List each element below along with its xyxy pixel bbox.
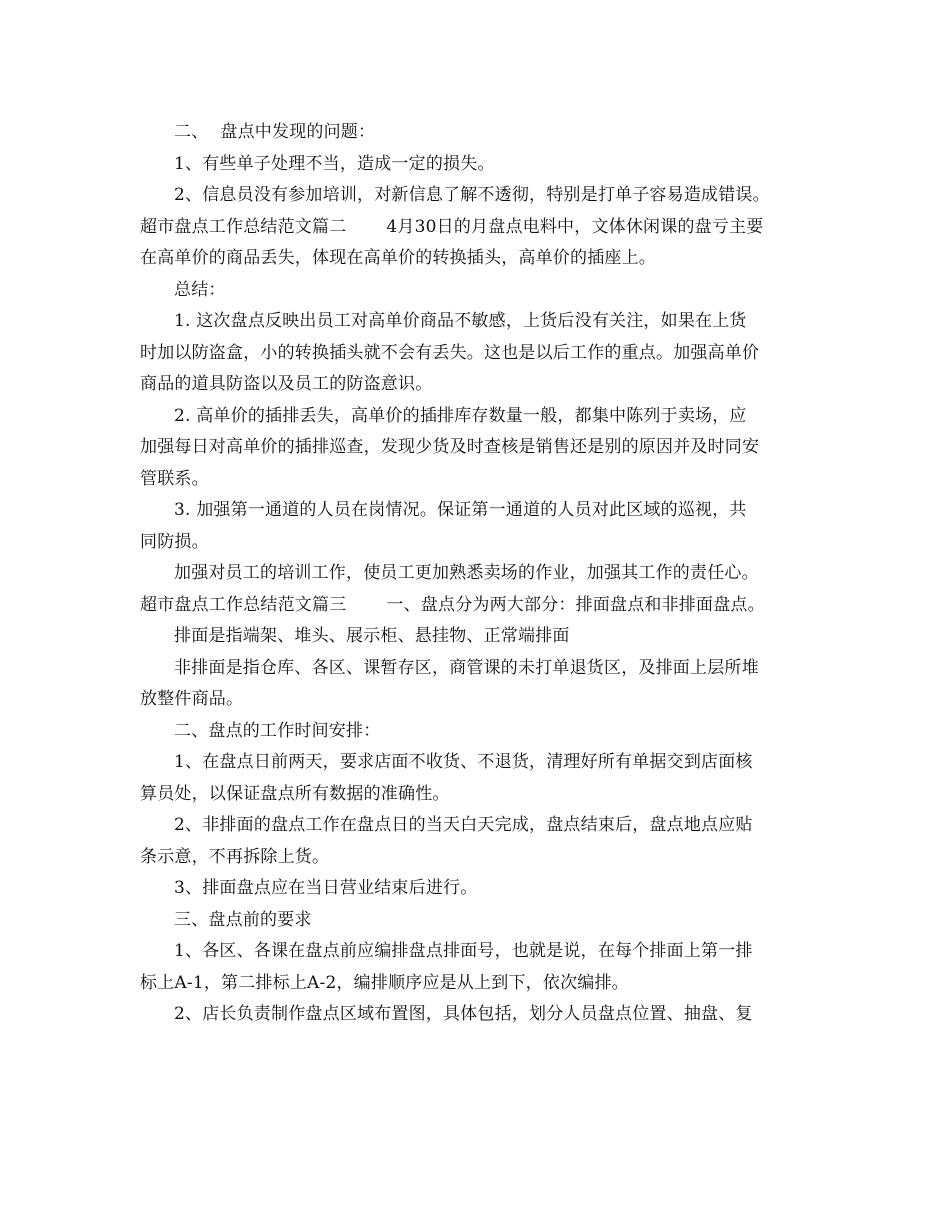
paragraph-line: 放整件商品。 <box>140 689 244 709</box>
section-number: 二、 <box>174 122 209 142</box>
paragraph-line: 1. 这次盘点反映出员工对高单价商品不敏感，上货后没有关注，如果在上货 <box>174 311 747 331</box>
paragraph-line: 3、排面盘点应在当日营业结束后进行。 <box>174 878 478 898</box>
section-heading: 三、盘点前的要求 <box>174 909 312 930</box>
article-heading-part-two <box>140 212 812 244</box>
paragraph-line: 2、非排面的盘点工作在盘点日的当天白天完成，盘点结束后，盘点地点应贴 <box>174 815 753 835</box>
paragraph-line: 排面是指端架、堆头、展示柜、悬挂物、正常端排面 <box>174 626 570 646</box>
paragraph-line: 1、有些单子处理不当，造成一定的损失。 <box>174 153 495 174</box>
section-heading-problems <box>140 117 812 149</box>
paragraph-line: 加强每日对高单价的插排巡查，发现少货及时查核是销售还是别的原因并及时同安 <box>140 437 760 457</box>
paragraph-line: 条示意，不再拆除上货。 <box>140 846 330 867</box>
article-title: 超市盘点工作总结范文篇二 <box>140 216 347 237</box>
paragraph-line: 商品的道具防盗以及员工的防盗意识。 <box>140 374 433 394</box>
paragraph-line: 2、店长负责制作盘点区域布置图，具体包括，划分人员盘点位置、抽盘、复 <box>174 1004 753 1024</box>
section-title: 盘点中发现的问题： <box>220 122 376 142</box>
document-page <box>140 117 812 1031</box>
paragraph-text: 4月30日的月盘点电料中，文体休闲课的盘亏主要 <box>386 216 764 237</box>
paragraph-line: 管联系。 <box>140 468 209 489</box>
paragraph-line: 3. 加强第一通道的人员在岗情况。保证第一通道的人员对此区域的巡视，共 <box>174 500 747 520</box>
paragraph-line: 非排面是指仓库、各区、课暂存区，商管课的未打单退货区，及排面上层所堆 <box>174 657 759 678</box>
paragraph-line: 标上A-1，第二排标上A-2，编排顺序应是从上到下，依次编排。 <box>140 972 629 993</box>
paragraph-line: 2、信息员没有参加培训，对新信息了解不透彻，特别是打单子容易造成错误。 <box>174 185 770 205</box>
summary-heading: 总结： <box>174 279 226 300</box>
paragraph-text: 一、盘点分为两大部分：排面盘点和非排面盘点。 <box>386 594 765 615</box>
paragraph-line: 1、在盘点日前两天，要求店面不收货、不退货，清理好所有单据交到店面核 <box>174 752 753 772</box>
paragraph-line: 1、各区、各课在盘点前应编排盘点排面号，也就是说，在每个排面上第一排 <box>174 941 753 961</box>
paragraph-line: 同防损。 <box>140 531 209 552</box>
section-heading: 二、盘点的工作时间安排： <box>174 720 381 741</box>
paragraph-line: 时加以防盗盒，小的转换插头就不会有丢失。这也是以后工作的重点。加强高单价 <box>140 342 760 363</box>
paragraph-line: 加强对员工的培训工作，使员工更加熟悉卖场的作业，加强其工作的责任心。 <box>174 563 759 583</box>
article-title: 超市盘点工作总结范文篇三 <box>140 594 347 615</box>
paragraph-line: 2. 高单价的插排丢失，高单价的插排库存数量一般，都集中陈列于卖场，应 <box>174 405 747 426</box>
paragraph-line: 在高单价的商品丢失，体现在高单价的转换插头，高单价的插座上。 <box>140 248 656 268</box>
article-heading-part-three <box>140 590 812 622</box>
paragraph-line: 算员处，以保证盘点所有数据的准确性。 <box>140 783 450 804</box>
